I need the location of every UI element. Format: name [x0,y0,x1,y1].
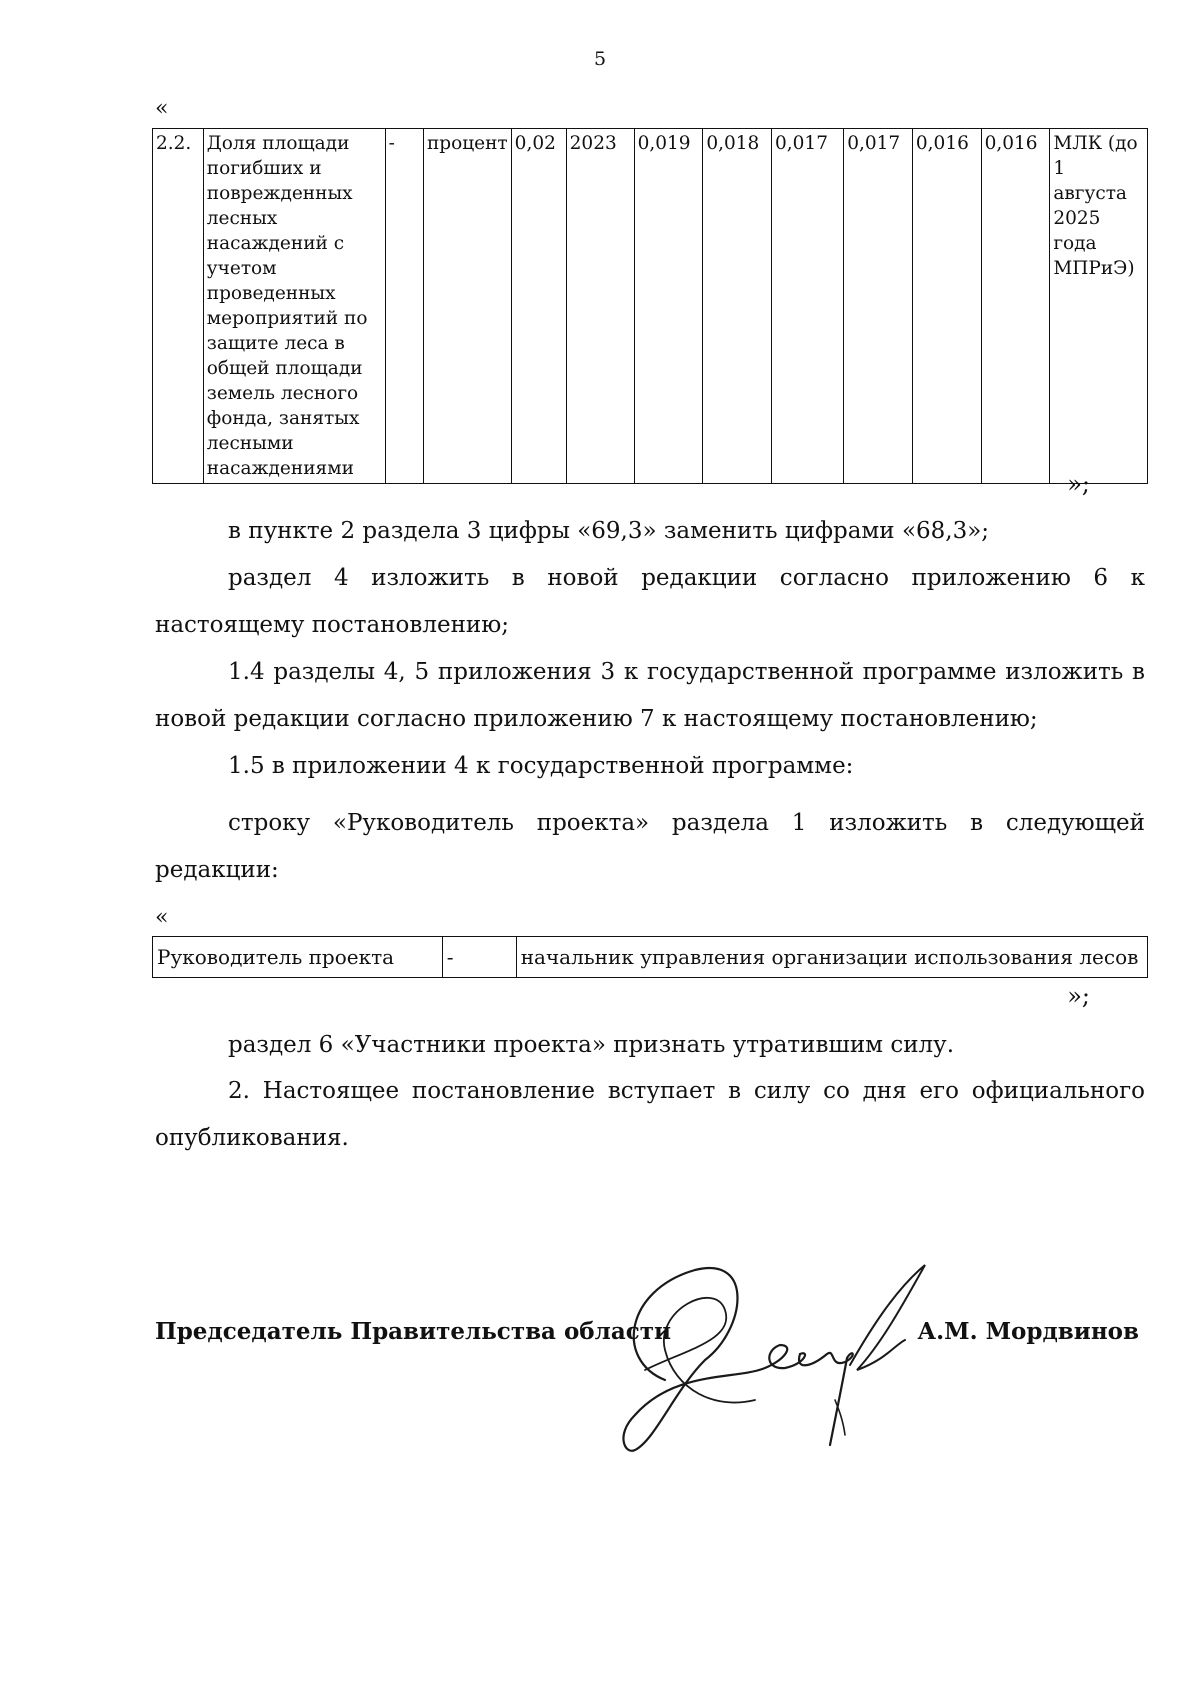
paragraph-5: строку «Руководитель проекта» раздела 1 изложить в следующей редакции: [155,810,1145,883]
table1-open-quote: « [155,96,169,121]
table2-open-quote: « [155,905,169,930]
cell-value-1: 0,019 [634,129,703,484]
cell-value-2: 0,018 [703,129,772,484]
paragraph-2: раздел 4 изложить в новой редакции согласно приложению 6 к настоящему постановлению; [155,565,1145,638]
project-lead-table [152,936,1148,978]
indicator-table [152,128,1148,484]
cell-row-label: Руководитель проекта [153,937,443,978]
cell-row-value: начальник управления организации использования лесов [516,937,1147,978]
cell-unit: процент [423,129,511,484]
table1-close-quote: »; [1067,470,1090,498]
cell-indicator-name: Доля площади погибших и поврежденных лесных насаждений с учетом проведенных мероприятий по защите леса в общей площади земель лесного фонда, занятых лесными насаждениями [203,129,385,484]
paragraph-7: 2. Настоящее постановление вступает в силу со дня его официального опубликования. [155,1078,1145,1151]
paragraph-1: в пункте 2 раздела 3 цифры «69,3» заменить цифрами «68,3»; [228,518,990,544]
cell-base-value: 0,02 [511,129,566,484]
signatory-position: Председатель Правительства области [155,1318,672,1345]
page-number: 5 [593,48,607,70]
signatory-name: А.М. Мордвинов [917,1318,1139,1345]
cell-number: 2.2. [153,129,204,484]
paragraph-4: 1.5 в приложении 4 к государственной программе: [228,753,854,779]
paragraph-6: раздел 6 «Участники проекта» признать утратившим силу. [228,1032,955,1058]
cell-dash: - [442,937,516,978]
cell-value-3: 0,017 [772,129,844,484]
cell-value-4: 0,017 [844,129,913,484]
cell-base-year: 2023 [566,129,634,484]
paragraph-3: 1.4 разделы 4, 5 приложения 3 к государственной программе изложить в новой редакции согласно приложению 7 к настоящему постановлению; [155,659,1145,732]
table-row [153,937,1148,978]
cell-responsible: МЛК (до 1 августа 2025 года МПРиЭ) [1050,129,1148,484]
table-row [153,129,1148,484]
cell-value-5: 0,016 [912,129,981,484]
cell-dash: - [385,129,423,484]
table2-close-quote: »; [1067,982,1090,1010]
cell-value-6: 0,016 [981,129,1050,484]
handwritten-signature [595,1250,955,1460]
